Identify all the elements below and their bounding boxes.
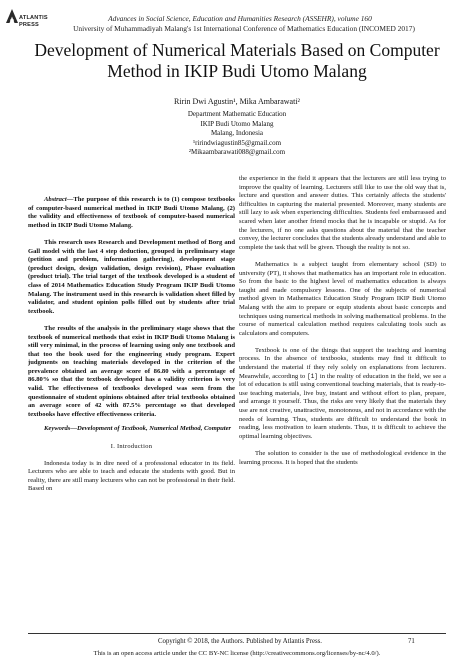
keywords-label: Keywords	[44, 425, 71, 433]
page-number: 71	[408, 638, 415, 645]
right-column	[239, 175, 446, 467]
keywords	[28, 425, 235, 434]
affiliation-department: Department Mathematic Education	[187, 110, 287, 118]
affiliation-institution: IKIP Budi Utomo Malang	[200, 119, 274, 128]
keywords-text: —Development of Textbook, Numerical Method, Computer	[70, 425, 232, 433]
footer-copyright: Copyright © 2018, the Authors. Published by Atlantis Press.	[158, 638, 322, 645]
section-heading-introduction: I. Introduction	[110, 443, 153, 451]
intro-paragraph-1: Indonesia today is in dire need of a professional educator in its field. Lecturers who are able to teach and educate the students with good. But in reality, there are still many lecturers who can not be professional in their field. Based on	[28, 459, 235, 493]
publisher-logo-line1: ATLANTIS	[19, 15, 48, 21]
paper-title: Development of Numerical Materials Based on Computer Method in IKIP Budi Utomo Malang	[34, 40, 440, 81]
abstract-paragraph-3: The results of the analysis in the preliminary stage shows that the textbook of numerical methods that exist in IKIP Budi Utomo Malang is still very minimal, in the process of learning using only one textbook and that too the book used for the engineering study program. Expert judgments on teaching materials developed in the criterion of the prevalence obtained an average score of 86.80 with a percentage of 86.80% so that the textbook developed has a validity criterion is very valid. The effectiveness of textbooks developed was seen from the questionnaire of student opinions obtained after trial textbooks obtained an average score of 42 with 87.5% percentage so that developed textbooks have effective effectiveness criteria.	[28, 324, 235, 418]
footer-license[interactable]: This is an open access article under the CC BY-NC license (http://creativecommons.org/licenses/by-nc/4.0/).	[93, 650, 381, 657]
publisher-logo-icon	[6, 9, 18, 23]
conference-header: University of Muhammadiyah Malang's 1st International Conference of Mathematics Education (INCOMED 2017)	[73, 24, 415, 33]
citation-link[interactable]: [1]	[307, 372, 318, 380]
abstract-paragraph-2: This research uses Research and Development method of Borg and Gall model with the last 4 step deduction, grouped in preliminary stage (petition and problem, information gathering), development stage (product design, design validation, design revision), Phase evaluation (product trial). The trial target of the textbook developed is a student of class of 2014 Mathematics Education Study Program IKIP Budi Utomo Malang. The instrument used in this research is validation sheet filled by validator, and student opinion polls filled out by students after trial textbook.	[28, 238, 235, 315]
left-column	[28, 196, 235, 494]
footer-divider	[28, 633, 446, 634]
abstract-label: Abstract	[44, 196, 67, 203]
author-email-1: ¹ririndwiagustin85@gmail.com	[192, 138, 282, 147]
body-paragraph-3b: in the reality of education in the field, we see a lot of education is still using conventional teaching materials, that is ready-to-use teaching materials, live buy, instant and without effort to plan, prepare, and arrange it yourself. Thus, the risks are very likely that the materials they use are not creative, unattractive, monotonous, and not in accordance with the needs of learning. Thus, students are difficult to understand the book in reading, less motivation to learn students. Thus, it is difficult to achieve the optimal learning objectives.	[239, 372, 447, 440]
abstract-text-1: —The purpose of this research is to (1) compose textbooks of computer-based numerical method in IKIP Budi Utomo Malang, (2) the validity and effectiveness of textbook of computer-based numerical method in IKIP Budi Utomo Malang.	[28, 196, 235, 229]
affiliation-location: Malang, Indonesia	[210, 129, 264, 137]
body-paragraph-4: The solution to consider is the use of methodological evidence in the learning process. It is hoped that the students	[239, 450, 446, 466]
body-paragraph-2: Mathematics is a subject taught from elementary school (SD) to university (PT), it shows that mathematics has an important role in education. So from the basic to the highest level of mathematics education is always taught and made compulsory lessons. One of the subjects of numerical method given in Mathematics Education Study Program IKIP Budi Utomo Malang with the aim to prepare or equip students about basic concepts and techniques using numerical methods in solving mathematical problems. In the course of numerical calculation method requires calculating tools such as calculators and computers.	[239, 260, 446, 337]
author-email-2: ²Mikaambarawati088@gmail.com	[188, 148, 286, 156]
author-affiliation	[120, 110, 354, 158]
publisher-logo-line2: PRESS	[19, 22, 39, 28]
atlantis-press-logo	[6, 9, 46, 35]
body-paragraph-3a: Textbook is one of the things that support the teaching and learning process. In the absence of textbooks, students may find it difficult to understand the material if they rely solely on explanations from lecturers. Meanwhile, according to	[239, 346, 446, 380]
abstract-paragraph-1	[28, 196, 235, 230]
author-names: Ririn Dwi Agustin¹, Mika Ambarawati²	[174, 97, 300, 106]
body-paragraph-1: the experience in the field it appears that the lecturers are still less trying to improve the quality of learning. Lecturers still like to use the old way that is, lecture and question and answer duties. This certainly affects the students' difficulties in capturing the material presented. Moreover, many students are still lazy to ask when experiencing difficulties. Students feel embarrassed and scared when later another friend mocks that he is incapable or stupid. As for the lecturers, if no one asks questions about the material that the teacher convey, the lecturer concludes that the students already understand and able to complete the task that will be given. Though the reality is not so.	[239, 175, 446, 251]
series-header: Advances in Social Science, Education and Humanities Research (ASSEHR), volume 160	[108, 14, 372, 23]
body-paragraph-3	[239, 347, 446, 442]
